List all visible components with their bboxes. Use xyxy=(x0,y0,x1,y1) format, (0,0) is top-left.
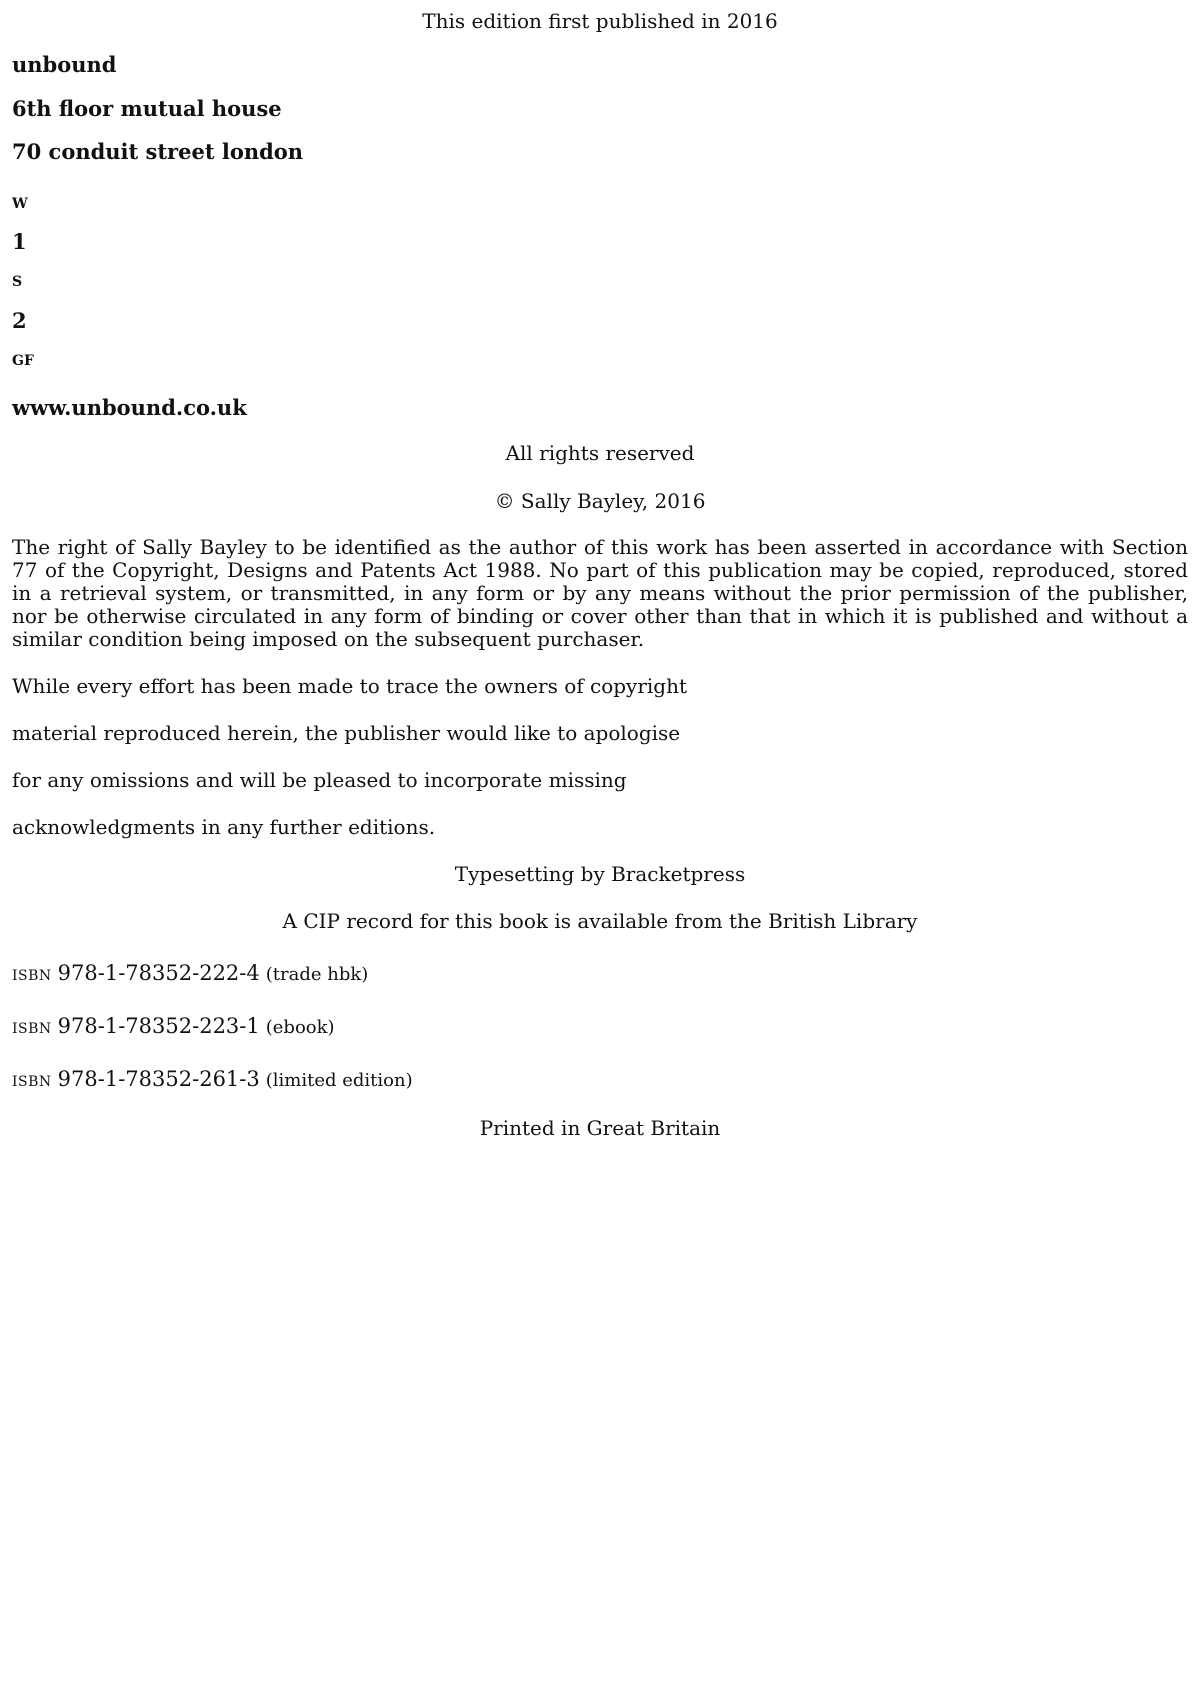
moral-rights-paragraph: The right of Sally Bayley to be identified as the author of this work has been asserted in accordance with Section 77 of the Copyright, Designs and Patents Act 1988. No part of this publication may be copied, reproduced, stored in a retrieval system, or transmitted, in any form or by any means without the prior permission of the publisher, nor be otherwise circulated in any form of binding or cover other than that in which it is published and without a similar condition being imposed on the subsequent purchaser. xyxy=(12,535,1188,651)
postcode-part-1: 1 xyxy=(12,229,27,254)
isbn-number: 978-1-78352-261-3 xyxy=(57,1067,260,1091)
isbn-row xyxy=(12,1014,335,1038)
cip-record: A CIP record for this book is available from the British Library xyxy=(282,909,918,933)
isbn-number: 978-1-78352-223-1 xyxy=(57,1014,260,1038)
postcode-part-2: 2 xyxy=(12,308,27,333)
isbn-format: (trade hbk) xyxy=(265,964,369,985)
acknowledgment-line: for any omissions and will be pleased to incorporate missing xyxy=(12,768,627,792)
copyright-notice: © Sally Bayley, 2016 xyxy=(494,489,706,513)
printed-in: Printed in Great Britain xyxy=(479,1116,721,1140)
publisher-address-line-2: 70 conduit street london xyxy=(12,139,304,164)
edition-line: This edition first published in 2016 xyxy=(422,9,778,33)
isbn-format: (limited edition) xyxy=(265,1070,413,1091)
postcode-part-s: S xyxy=(12,274,23,290)
publisher-name: unbound xyxy=(12,52,117,77)
isbn-row xyxy=(12,1067,413,1091)
typesetting-credit: Typesetting by Bracketpress xyxy=(454,862,746,886)
acknowledgment-line: While every effort has been made to trace the owners of copyright xyxy=(12,674,688,698)
postcode-part-w: W xyxy=(12,196,28,212)
isbn-label: ISBN xyxy=(12,1021,52,1037)
rights-reserved: All rights reserved xyxy=(505,441,695,465)
isbn-format: (ebook) xyxy=(265,1017,335,1038)
acknowledgment-line: acknowledgments in any further editions. xyxy=(12,815,436,839)
acknowledgment-line: material reproduced herein, the publisher would like to apologise xyxy=(12,721,681,745)
isbn-label: ISBN xyxy=(12,968,52,984)
isbn-row xyxy=(12,961,368,985)
isbn-label: ISBN xyxy=(12,1074,52,1090)
isbn-number: 978-1-78352-222-4 xyxy=(57,961,260,985)
postcode-part-gf: GF xyxy=(12,353,34,369)
publisher-address-line-1: 6th floor mutual house xyxy=(12,96,282,121)
publisher-website: www.unbound.co.uk xyxy=(12,395,247,420)
